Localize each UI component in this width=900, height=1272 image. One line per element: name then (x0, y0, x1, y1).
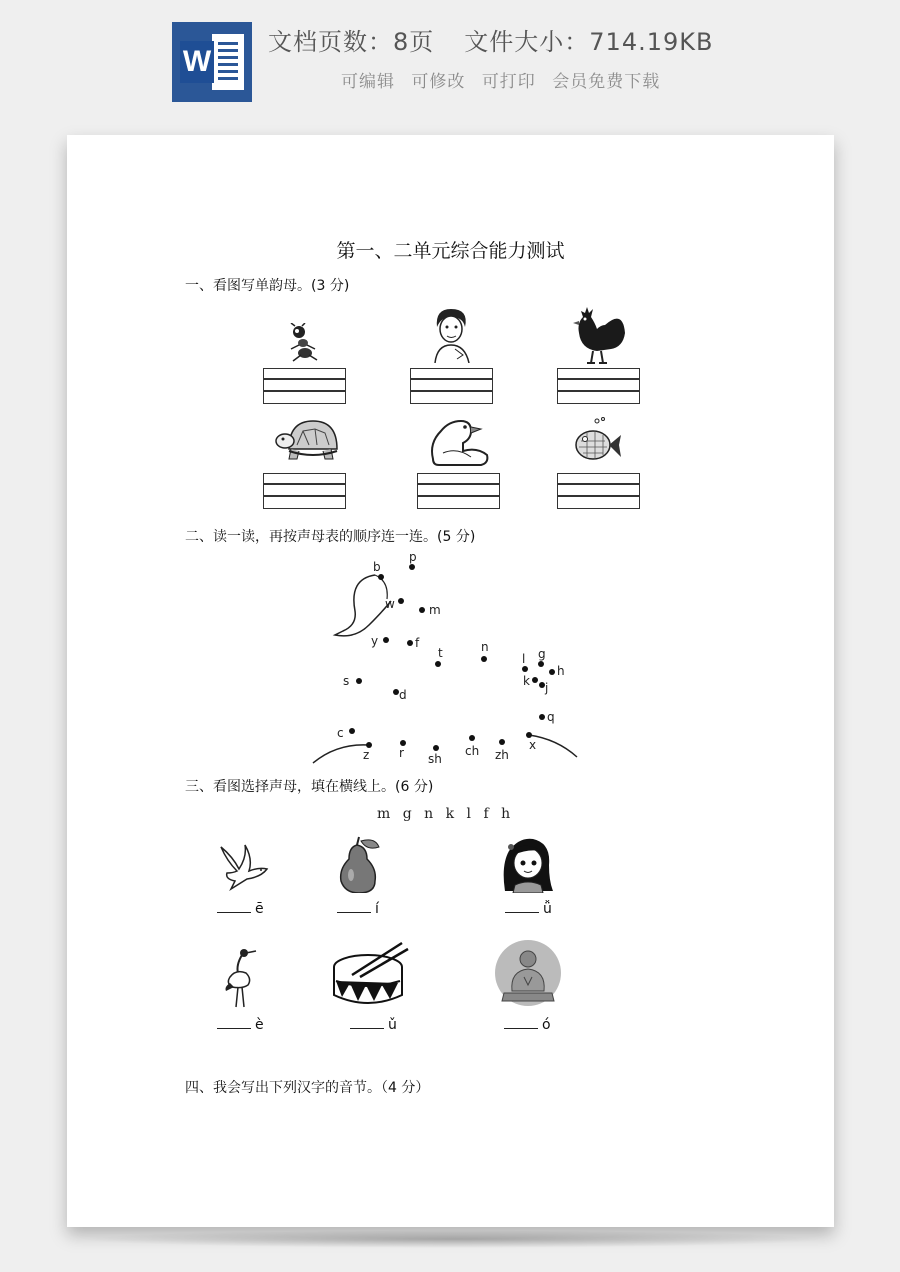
page-count: 文档页数：8页 (268, 28, 435, 56)
dot-label-x: x (529, 738, 537, 752)
answer-lines-woman[interactable] (410, 368, 493, 404)
feature-editable: 可编辑 (341, 72, 395, 92)
initial-options: m g n k l f h (377, 806, 511, 822)
section-2-heading: 二、读一读，再按声母表的顺序连一连。(5 分) (185, 529, 476, 545)
document-page (67, 135, 834, 1227)
answer-crane[interactable]: è (217, 1017, 264, 1033)
answer-girl[interactable]: ǚ (505, 901, 552, 917)
crane-picture (222, 947, 258, 1009)
dot-label-d: d (399, 688, 407, 702)
page-title: 第一、二单元综合能力测试 (336, 240, 565, 262)
drum-picture (332, 941, 412, 1011)
file-size: 文件大小：714.19KB (464, 28, 714, 56)
section-4-heading: 四、我会写出下列汉字的音节。（4 分） (185, 1080, 430, 1096)
dot-label-p: p (409, 550, 417, 564)
feature-list (341, 67, 670, 92)
dot-label-t: t (438, 646, 443, 660)
answer-lines-ant[interactable] (263, 368, 346, 404)
file-info-header (0, 0, 900, 120)
dot-label-w: w (385, 597, 395, 611)
turtle-picture (275, 415, 339, 465)
dot-label-z: z (363, 748, 370, 762)
connect-dots-picture (297, 545, 587, 767)
dot-label-k: k (523, 674, 530, 688)
word-doc-icon: W (172, 22, 252, 102)
answer-lines-fish[interactable] (557, 473, 640, 509)
rooster-picture (567, 303, 627, 365)
woman-picture (429, 305, 473, 363)
section-3-heading: 三、看图选择声母，填在横线上。(6 分) (185, 779, 434, 795)
dot-label-sh: sh (428, 752, 442, 766)
answer-dove[interactable]: ē (217, 901, 264, 917)
answer-lines-turtle[interactable] (263, 473, 346, 509)
girl-picture (499, 835, 555, 893)
dot-label-l: l (522, 652, 526, 666)
dot-label-n: n (481, 640, 489, 654)
dot-label-r: r (399, 746, 404, 760)
dot-label-q: q (547, 710, 555, 724)
dot-label-s: s (343, 674, 350, 688)
dot-label-h: h (557, 664, 565, 678)
answer-buddha[interactable]: ó (504, 1017, 551, 1033)
dot-label-zh: zh (495, 748, 509, 762)
feature-free-download: 会员免费下载 (552, 72, 661, 92)
dot-label-f: f (415, 636, 420, 650)
goose-picture (427, 413, 493, 467)
dot-label-g: g (538, 647, 546, 661)
dot-label-m: m (429, 603, 441, 617)
dot-label-c: c (337, 726, 344, 740)
dot-label-ch: ch (465, 744, 480, 758)
feature-printable: 可打印 (481, 72, 536, 92)
dot-label-y: y (371, 634, 379, 648)
dot-label-j: j (545, 681, 549, 695)
answer-lines-goose[interactable] (417, 473, 500, 509)
pear-picture (335, 835, 383, 893)
ant-picture (285, 323, 321, 363)
section-1-heading: 一、看图写单韵母。(3 分) (185, 278, 350, 294)
answer-drum[interactable]: ǔ (350, 1017, 397, 1033)
answer-lines-rooster[interactable] (557, 368, 640, 404)
fish-picture (573, 417, 623, 465)
buddha-picture (494, 939, 562, 1007)
dot-label-b: b (373, 560, 381, 574)
feature-modifiable: 可修改 (411, 72, 466, 92)
answer-pear[interactable]: í (337, 901, 379, 917)
dove-picture (217, 843, 271, 891)
